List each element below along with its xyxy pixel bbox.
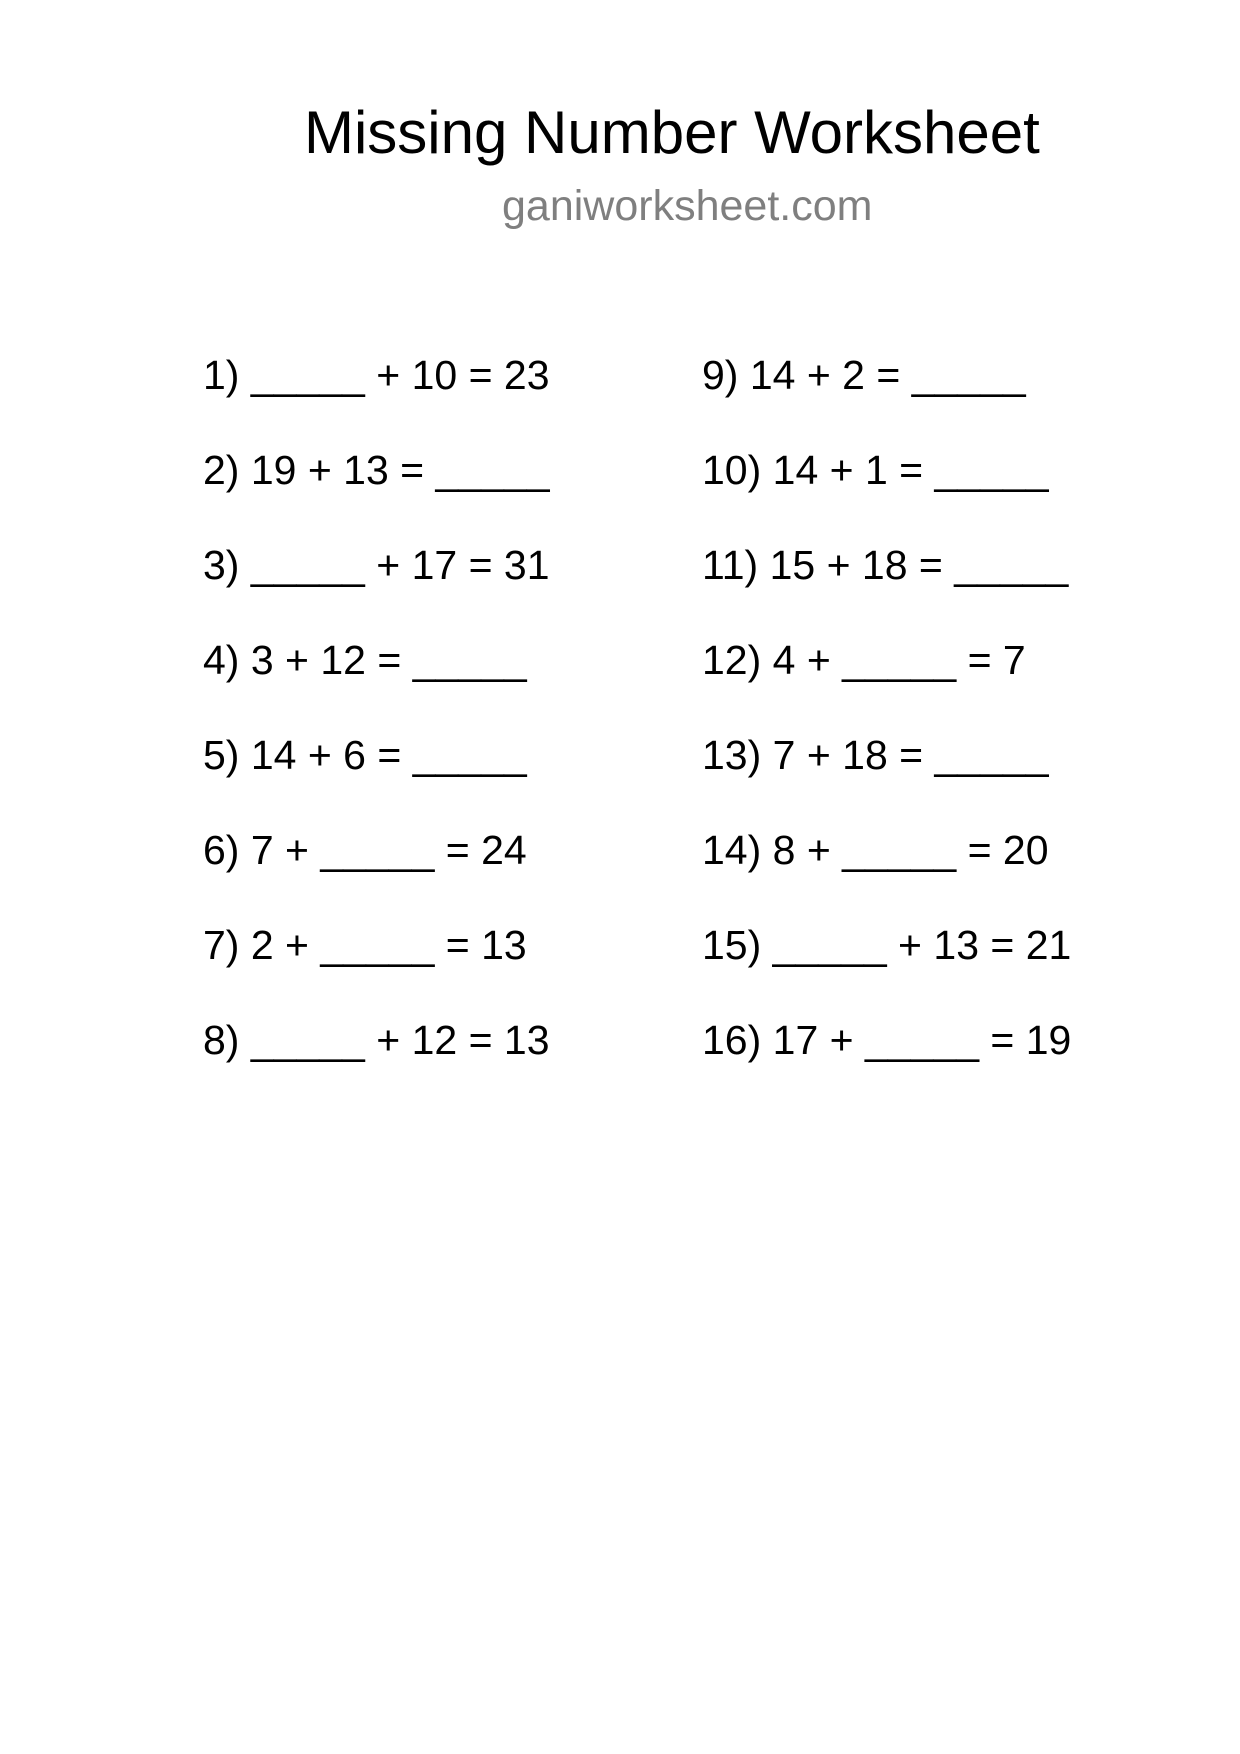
problem-14: 14) 8 + _____ = 20 — [702, 827, 1049, 873]
problem-1: 1) _____ + 10 = 23 — [203, 352, 550, 398]
problem-6: 6) 7 + _____ = 24 — [203, 827, 527, 873]
problem-13: 13) 7 + 18 = _____ — [702, 732, 1049, 778]
worksheet-title-text: Missing Number Worksheet — [304, 99, 1040, 166]
problem-11: 11) 15 + 18 = _____ — [702, 542, 1069, 588]
problem-8: 8) _____ + 12 = 13 — [203, 1017, 550, 1063]
problem-7: 7) 2 + _____ = 13 — [203, 922, 527, 968]
problem-4: 4) 3 + 12 = _____ — [203, 637, 527, 683]
problem-16: 16) 17 + _____ = 19 — [702, 1017, 1072, 1063]
problem-9: 9) 14 + 2 = _____ — [702, 352, 1026, 398]
problem-10: 10) 14 + 1 = _____ — [702, 447, 1049, 493]
problem-3: 3) _____ + 17 = 31 — [203, 542, 550, 588]
problem-15: 15) _____ + 13 = 21 — [702, 922, 1072, 968]
problem-5: 5) 14 + 6 = _____ — [203, 732, 527, 778]
problem-2: 2) 19 + 13 = _____ — [203, 447, 550, 493]
website-url: ganiworksheet.com — [502, 182, 873, 230]
problem-12: 12) 4 + _____ = 7 — [702, 637, 1026, 683]
